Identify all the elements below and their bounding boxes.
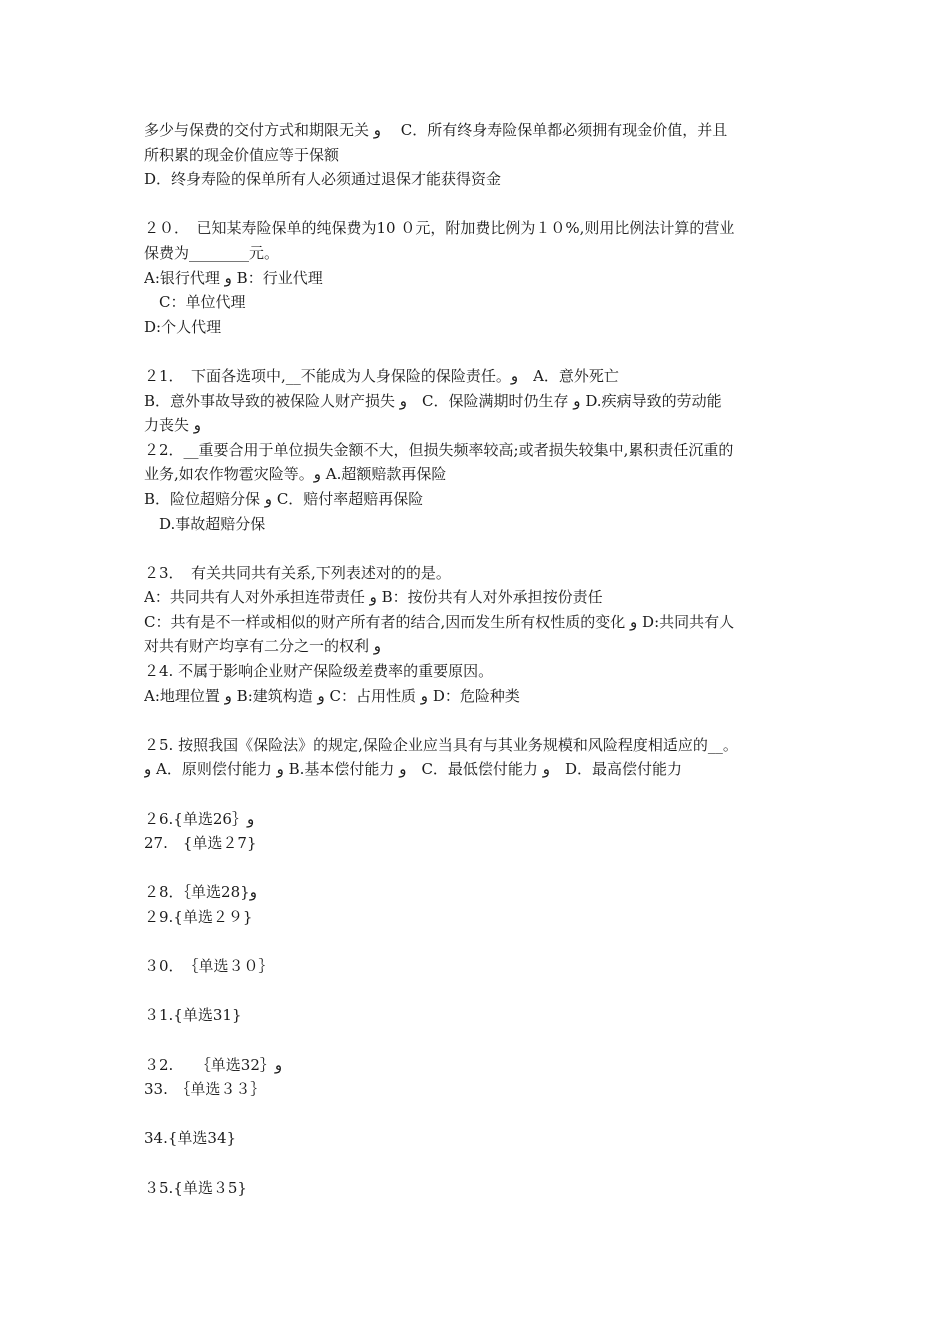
blank-line: [144, 339, 814, 364]
text-line: ２1． 下面各选项中,__不能成为人身保险的保险责任。و A．意外死亡: [144, 366, 619, 385]
text-line: A:地理位置 و B:建筑构造 و C：占用性质 و D：危险种类: [144, 686, 520, 705]
text-line: ３5.{单选３5}: [144, 1178, 247, 1197]
text-line: 业务,如农作物雹灾险等。و A.超额赔款再保险: [144, 465, 447, 484]
text-line: D:个人代理: [144, 317, 222, 336]
text-line: C：共有是不一样或相似的财产所有者的结合,因而发生所有权性质的变化 و D:共同共有人: [144, 612, 735, 631]
text-line: 多少与保费的交付方式和期限无关 ﻿و C．所有终身寿险保单都必须拥有现金价值，并且: [144, 121, 728, 139]
text-line: ２2．__重要合用于单位损失金额不大，但损失频率较高;或者损失较集中,累积责任沉重的: [144, 440, 734, 459]
text-line: ２6.{单选26｝و: [144, 809, 255, 828]
text-line: ２8．｛单选28}و: [144, 883, 257, 902]
text-line: 对共有财产均享有二分之一的权利 و: [144, 637, 382, 656]
blank-line: [144, 1028, 814, 1053]
text-line: ２０． 已知某寿险保单的纯保费为10 ０元，附加费比例为１０%,则用比例法计算的营业: [144, 219, 735, 238]
text-line: A：共同共有人对外承担连带责任 و B：按份共有人对外承担按份责任: [144, 588, 603, 607]
blank-line: [144, 979, 814, 1004]
text-line: 27. {单选２7}: [144, 834, 257, 853]
text-line: ２3． 有关共同共有关系,下列表述对的的是。: [144, 563, 451, 582]
text-line: و A．原则偿付能力 و B.基本偿付能力 و C．最低偿付能力 و D．最高偿付能力: [144, 760, 682, 779]
blank-line: [144, 1102, 814, 1127]
blank-line: [144, 782, 814, 807]
text-line: C：单位代理: [144, 293, 246, 312]
text-line: ３1.{单选31}: [144, 1006, 242, 1025]
text-line: ２4. 不属于影响企业财产保险级差费率的重要原因。: [144, 662, 494, 681]
text-line: ３2. ｛单选32｝و: [144, 1055, 283, 1074]
text-line: ３0． ｛单选３０｝: [144, 957, 274, 976]
blank-line: [144, 192, 814, 217]
text-line: ２9.{单选２９}: [144, 908, 253, 926]
blank-line: [144, 536, 814, 561]
text-line: 34.{单选34}: [144, 1129, 237, 1148]
text-line: A:银行代理 و B：行业代理: [144, 268, 323, 287]
text-line: B．险位超赔分保 و C．赔付率超赔再保险: [144, 489, 424, 508]
text-line: 所积累的现金价值应等于保额: [144, 145, 340, 164]
text-line: ２5. 按照我国《保险法》的规定,保险企业应当具有与其业务规模和风险程度相适应的__。: [144, 735, 738, 754]
text-line: B．意外事故导致的被保险人财产损失 و C．保险满期时仍生存 و D.疾病导致的劳动能: [144, 391, 722, 410]
text-line: D．终身寿险的保单所有人必须通过退保才能获得资金: [144, 170, 502, 189]
text-line: 33. ｛单选３３｝: [144, 1080, 266, 1099]
text-line: 保费为________元。: [144, 243, 280, 262]
blank-line: [144, 1151, 814, 1176]
blank-line: [144, 930, 814, 955]
text-line: D.事故超赔分保: [144, 514, 266, 533]
document-body: [144, 118, 814, 1200]
blank-line: [144, 856, 814, 881]
blank-line: [144, 708, 814, 733]
text-line: 力丧失 و: [144, 416, 202, 435]
